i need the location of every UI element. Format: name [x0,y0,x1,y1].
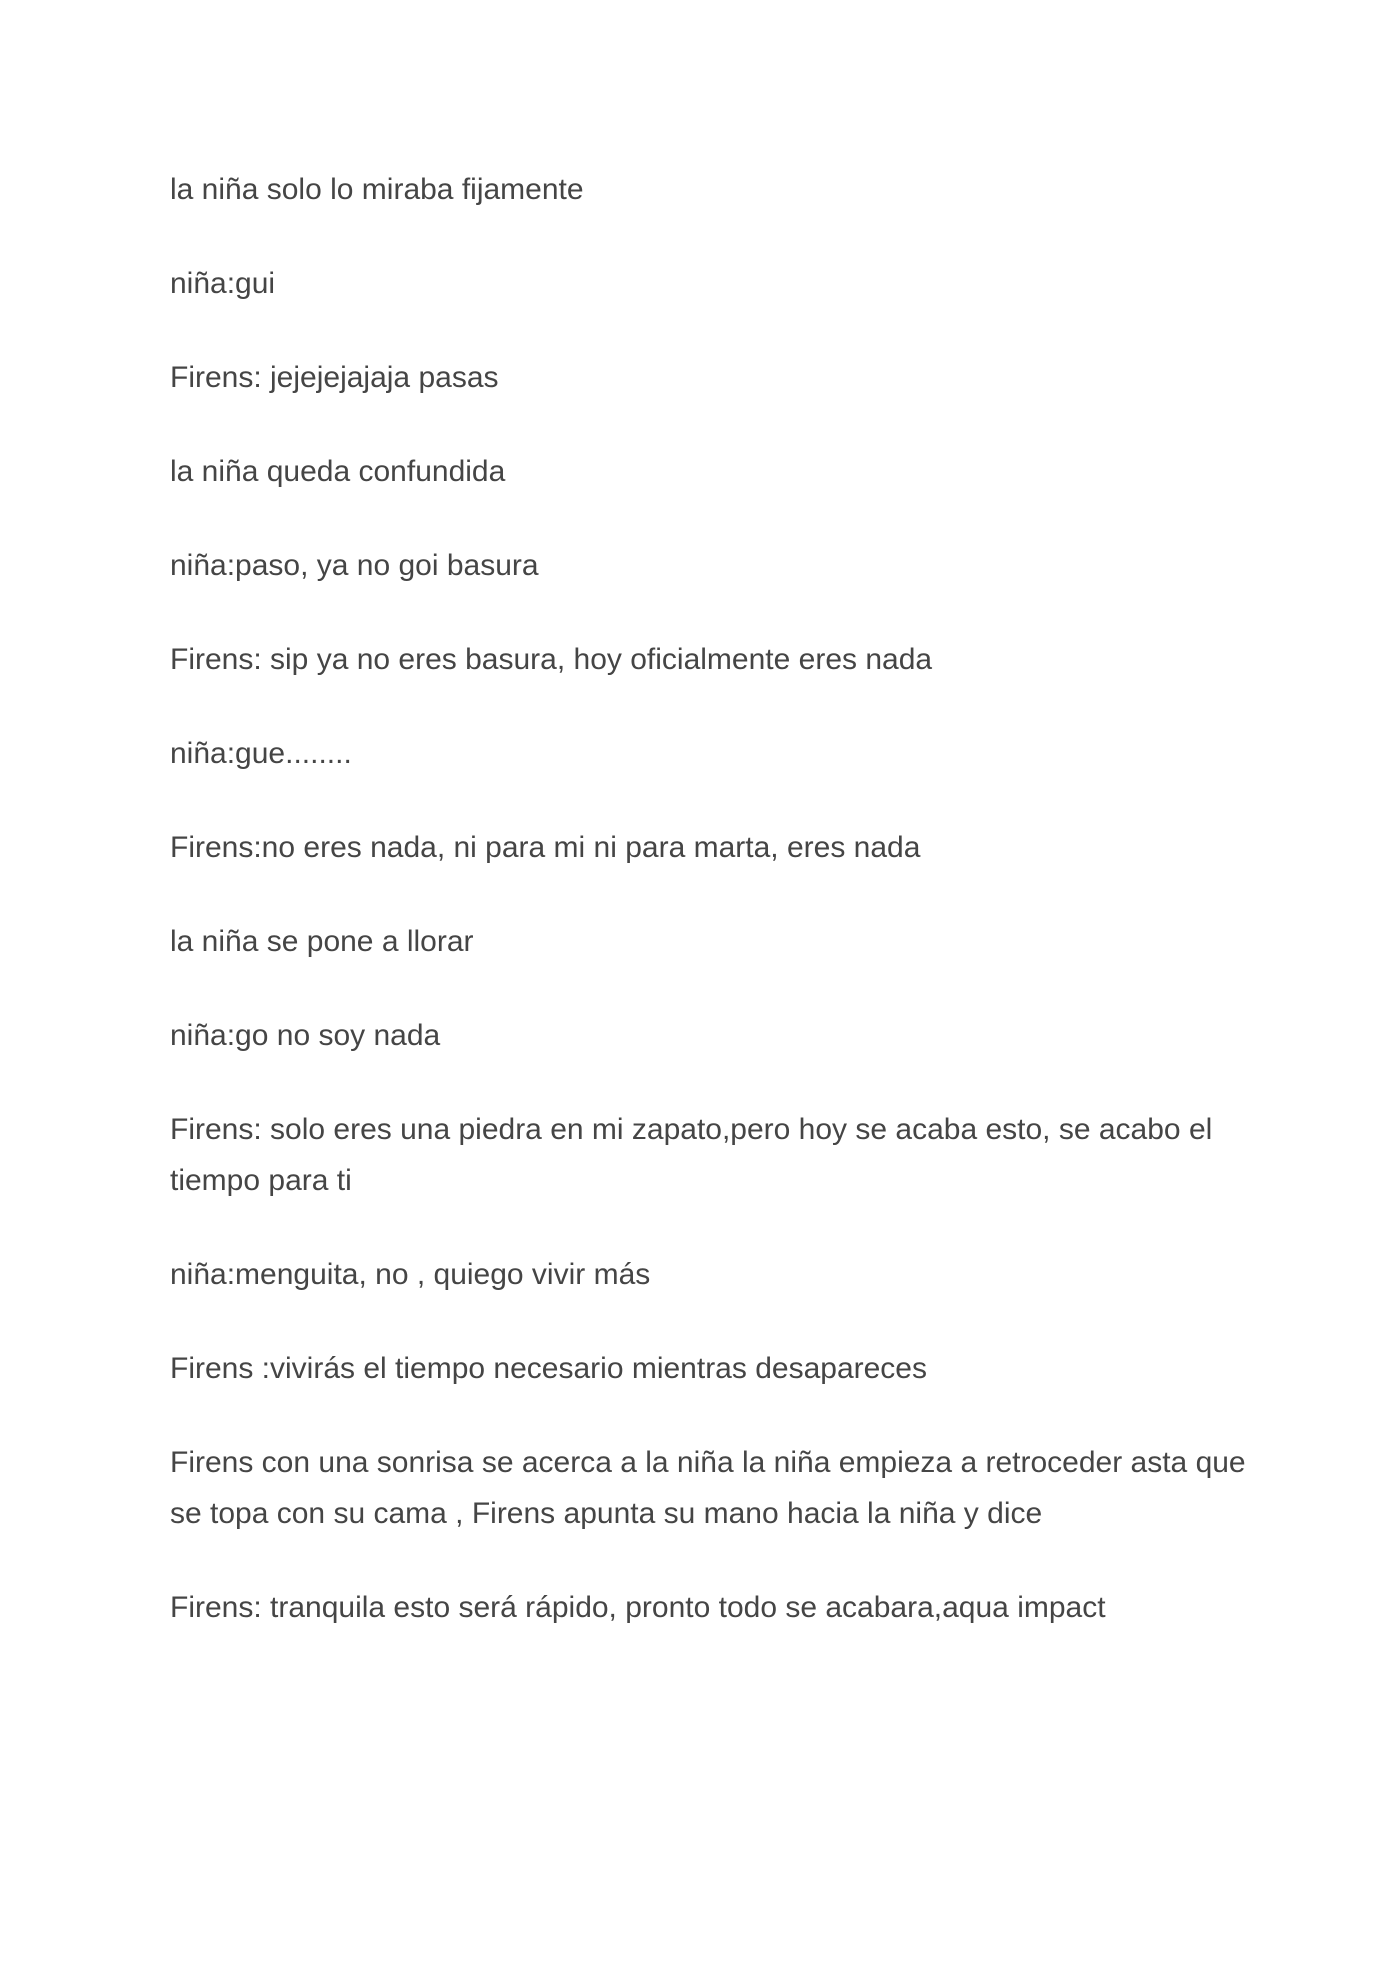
paragraph: niña:gui [170,267,276,300]
paragraph: Firens con una sonrisa se acerca a la niña la niña empieza a retroceder asta que se topa con su cama , Firens apunta su mano hacia la niña y dice [170,1446,1254,1530]
paragraph: Firens:no eres nada, ni para mi ni para marta, eres nada [170,831,921,864]
paragraph: Firens: jejejejajaja pasas [170,361,499,394]
document-body [170,164,1254,1676]
paragraph: la niña solo lo miraba fijamente [170,173,584,206]
paragraph: Firens :vivirás el tiempo necesario mientras desapareces [170,1352,927,1385]
paragraph: la niña se pone a llorar [170,925,474,958]
paragraph: niña:paso, ya no goi basura [170,549,539,582]
paragraph: niña:menguita, no , quiego vivir más [170,1258,651,1291]
paragraph: Firens: solo eres una piedra en mi zapato,pero hoy se acaba esto, se acabo el tiempo para ti [170,1113,1221,1197]
paragraph: niña:gue........ [170,737,352,770]
paragraph: Firens: sip ya no eres basura, hoy oficialmente eres nada [170,643,933,676]
paragraph: niña:go no soy nada [170,1019,441,1052]
paragraph: la niña queda confundida [170,455,506,488]
paragraph: Firens: tranquila esto será rápido, pronto todo se acabara,aqua impact [170,1591,1106,1624]
